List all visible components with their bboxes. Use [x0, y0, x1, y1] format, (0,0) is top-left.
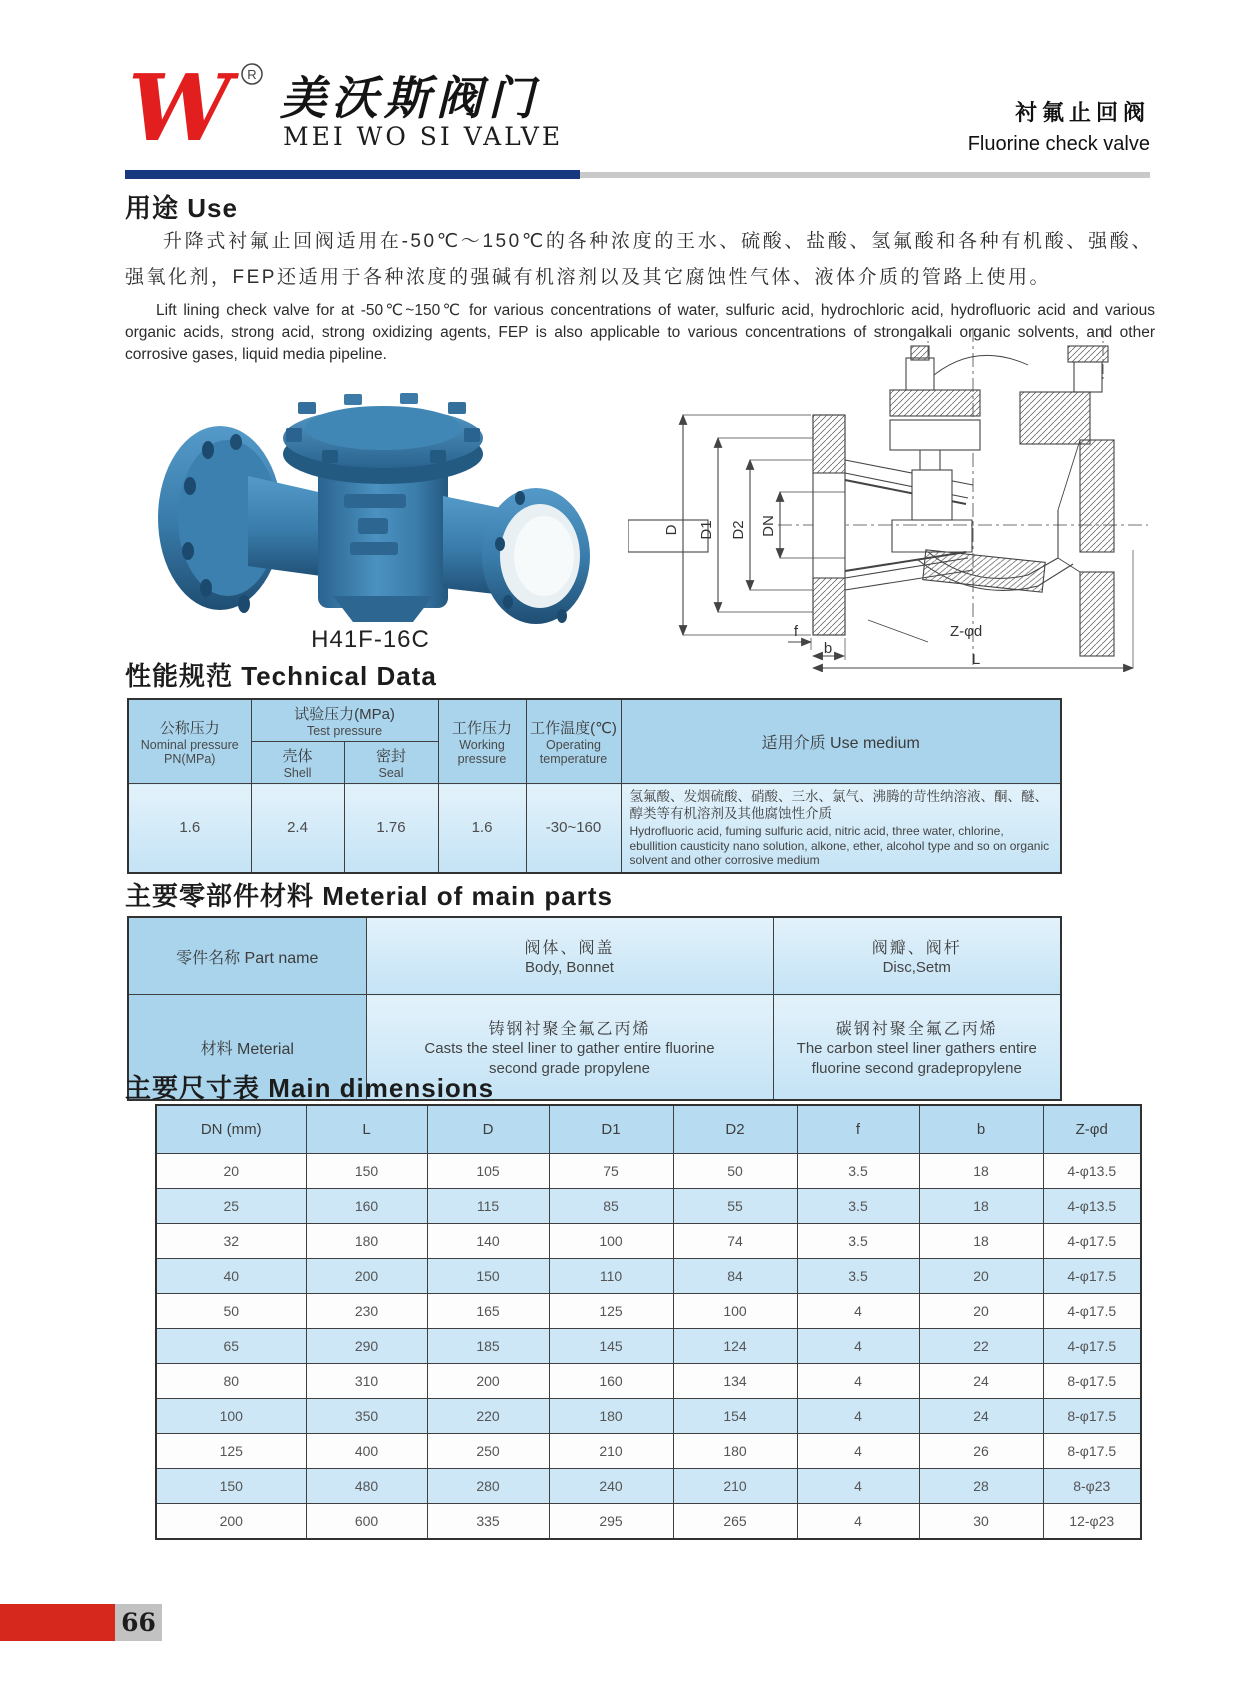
product-title-english: Fluorine check valve — [967, 133, 1150, 155]
dim-label-D: D — [663, 524, 680, 536]
col-test-pressure: 试验压力(MPa) Test pressure — [251, 699, 438, 742]
use-medium-value: 氢氟酸、发烟硫酸、硝酸、三水、氯气、沸腾的苛性纳溶液、酮、醚、醇类等有机溶剂及其他腐蚀性介质 Hydrofluoric acid, fuming sulfuric acid, nitric acid, three water, chlorine, ebullition causticity nano solution, alkone, ether, alcohol type and so on organic solvent and other corrosive medium — [621, 784, 1061, 873]
shell-pressure-value: 2.4 — [251, 784, 344, 873]
table-row: 20 150 105 75 50 3.5 18 4-φ13.5 — [156, 1154, 1141, 1189]
col-working-pressure: 工作压力 Working pressure — [438, 699, 526, 784]
working-pressure-value: 1.6 — [438, 784, 526, 873]
technical-data-row — [128, 784, 1061, 873]
dimensions-column-header: D1 — [549, 1105, 673, 1154]
use-section-title: 用途 Use — [125, 193, 238, 223]
footer-page-box — [115, 1604, 162, 1641]
material-label: 材料 Meterial — [128, 995, 366, 1101]
dimensions-column-header: Z-φd — [1043, 1105, 1141, 1154]
footer-red-bar — [0, 1604, 115, 1641]
materials-title: 主要零部件材料 Meterial of main parts — [125, 881, 613, 911]
part-body-bonnet: 阀体、阀盖 Body, Bonnet — [366, 917, 773, 995]
table-row: 50 230 165 125 100 4 20 4-φ17.5 — [156, 1294, 1141, 1329]
dimensions-column-header: D — [427, 1105, 549, 1154]
dim-label-L: L — [971, 651, 981, 668]
logo-w-glyph: W — [128, 54, 232, 162]
brand-name-chinese: 美沃斯阀门 — [280, 71, 540, 125]
dim-label-Z-phi-d: Z-φd — [950, 623, 983, 640]
nominal-pressure-value: 1.6 — [128, 784, 251, 873]
table-row: 25 160 115 85 55 3.5 18 4-φ13.5 — [156, 1189, 1141, 1224]
seal-pressure-value: 1.76 — [344, 784, 438, 873]
dim-label-D2: D2 — [730, 520, 747, 540]
use-paragraph-chinese: 升降式衬氟止回阀适用在-50℃～150℃的各种浓度的王水、硫酸、盐酸、氢氟酸和各种有机酸、强酸、强氧化剂，FEP还适用于各种浓度的强碱有机溶剂以及其它腐蚀性气体、液体介质的管路上使用。 — [125, 231, 1153, 288]
dimensions-column-header: L — [306, 1105, 427, 1154]
valve-photo — [148, 366, 593, 624]
dimensions-header-row — [156, 1105, 1141, 1154]
sectional-drawing — [628, 320, 1153, 672]
brand-logo — [128, 52, 268, 162]
col-operating-temperature: 工作温度(℃) Operating temperature — [526, 699, 621, 784]
part-name-label: 零件名称 Part name — [128, 917, 366, 995]
material-disc-stem: 碳钢衬聚全氟乙丙烯 The carbon steel liner gathers entire fluorine second gradepropylene — [773, 995, 1061, 1101]
model-number: H41F-16C — [311, 626, 430, 653]
table-row: 100 350 220 180 154 4 24 8-φ17.5 — [156, 1399, 1141, 1434]
material-body-bonnet: 铸钢衬聚全氟乙丙烯 Casts the steel liner to gather entire fluorine second grade propylene — [366, 995, 773, 1101]
dimensions-column-header: f — [797, 1105, 919, 1154]
technical-data-table — [127, 698, 1062, 874]
part-name-row — [128, 917, 1061, 995]
operating-temperature-value: -30~160 — [526, 784, 621, 873]
dimensions-column-header: D2 — [673, 1105, 797, 1154]
dimensions-column-header: b — [919, 1105, 1043, 1154]
technical-data-title: 性能规范 Technical Data — [125, 661, 437, 691]
dim-label-f: f — [793, 623, 799, 640]
part-disc-stem: 阀瓣、阀杆 Disc,Setm — [773, 917, 1061, 995]
table-row: 65 290 185 145 124 4 22 4-φ17.5 — [156, 1329, 1141, 1364]
dimensions-table — [155, 1104, 1142, 1540]
dim-label-b: b — [823, 640, 833, 657]
table-row: 40 200 150 110 84 3.5 20 4-φ17.5 — [156, 1259, 1141, 1294]
dimensions-column-header: DN (mm) — [156, 1105, 306, 1154]
product-title-chinese: 衬氟止回阀 — [1014, 100, 1150, 125]
use-paragraph-english: Lift lining check valve for at -50℃~150℃ for various concentrations of water, sulfuric acid, hydrochloric acid, hydrofluoric acid and various organic acids, strong acid, strong oxidizing agents, FEP is also applicable to various concentrations of strongalkali organic solvents, and other corrosive gases, liquid media pipeline. — [125, 302, 1155, 363]
brand-name-english: MEI WO SI VALVE — [283, 122, 564, 151]
table-row: 125 400 250 210 180 4 26 8-φ17.5 — [156, 1434, 1141, 1469]
col-nominal-pressure: 公称压力 Nominal pressure PN(MPa) — [128, 699, 251, 784]
header-divider-gray — [580, 172, 1150, 178]
dim-label-DN: DN — [760, 515, 777, 537]
product-title-block — [968, 96, 1150, 156]
registered-mark: R — [247, 67, 257, 82]
dim-label-D1: D1 — [698, 520, 715, 540]
dimensions-table-body — [156, 1154, 1141, 1540]
col-use-medium: 适用介质 Use medium — [621, 699, 1061, 784]
table-row: 32 180 140 100 74 3.5 18 4-φ17.5 — [156, 1224, 1141, 1259]
page-number: 66 — [121, 1608, 156, 1637]
table-row: 80 310 200 160 134 4 24 8-φ17.5 — [156, 1364, 1141, 1399]
col-shell: 壳体 Shell — [251, 742, 344, 784]
dimensions-title: 主要尺寸表 Main dimensions — [125, 1073, 495, 1103]
col-seal: 密封 Seal — [344, 742, 438, 784]
table-row: 200 600 335 295 265 4 30 12-φ23 — [156, 1504, 1141, 1540]
header-divider-navy — [125, 170, 580, 179]
table-row: 150 480 280 240 210 4 28 8-φ23 — [156, 1469, 1141, 1504]
